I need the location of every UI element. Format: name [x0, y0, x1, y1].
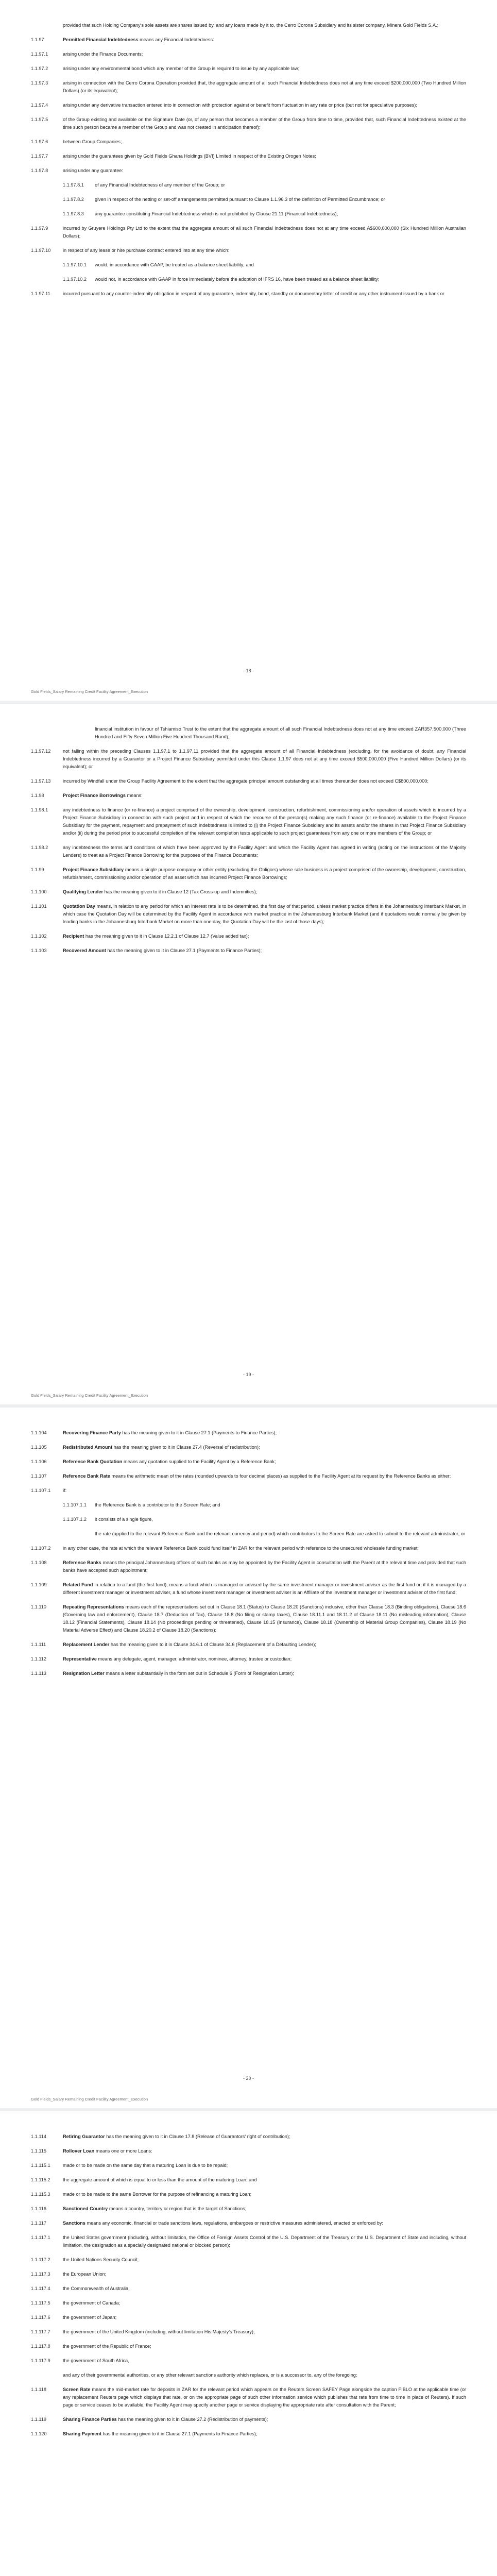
- clause-number: 1.1.99: [31, 867, 44, 872]
- clause-number: 1.1.117: [31, 2221, 46, 2226]
- clause-text: not falling within the preceding Clauses 1.1.97.1 to 1.1.97.11 provided that the aggregate amount of all Financial Indebtedness (excluding, for the avoidance of doubt, any Financial Indebtedness incurred by a Guarantor or a Project Finance Subsidiary permitted under this Clause 1.1.97 does not at any time exceed $500,000,000 (Five Hundred Million Dollars) (or its equivalent); or: [63, 749, 466, 769]
- clause-number: 1.1.102: [31, 934, 47, 939]
- clause-body: [63, 1581, 466, 1597]
- clause-row: [31, 2343, 466, 2350]
- clause-body: [95, 276, 466, 283]
- clause-number: 1.1.97.13: [31, 778, 51, 784]
- clause-number: 1.1.117.8: [31, 2344, 50, 2349]
- clause-number: 1.1.115.2: [31, 2177, 50, 2182]
- clause-row: [31, 167, 466, 175]
- clause-row: [31, 2133, 466, 2141]
- clause-body: [63, 2162, 466, 2170]
- clause-body: [63, 1559, 466, 1574]
- defined-term: Project Finance Subsidiary: [63, 867, 124, 872]
- clause-text: incurred by Gruyere Holdings Pty Ltd to the extent that the aggregate amount of all such Financial Indebtedness does not at any time exceed A$600,000,000 (Six Hundred Million Australian Dollars);: [63, 226, 466, 239]
- clause-row: [31, 210, 466, 218]
- clause-body: [63, 2176, 466, 2184]
- defined-term: Quotation Day: [63, 904, 95, 909]
- clause-number: 1.1.107.1.2: [63, 1517, 87, 1522]
- clause-body: [63, 1458, 466, 1466]
- clause-text: in any other case, the rate at which the relevant Reference Bank could fund itself in ZAR for the relevant period with reference to the unsecured wholesale funding market;: [63, 1546, 419, 1551]
- clause-number: 1.1.117.7: [31, 2329, 50, 2334]
- clause-body: [63, 79, 466, 95]
- clause-text: arising under any environmental bond which any member of the Group is required to issue by any applicable law;: [63, 66, 300, 71]
- clause-number: 1.1.101: [31, 904, 47, 909]
- clause-text: the government of Canada;: [63, 2300, 121, 2306]
- clause-row: [31, 2386, 466, 2409]
- clause-text: means a single purpose company or other entity (excluding the Obligors) whose sole business is a project comprised of the ownership, development, construction, refurbishment, commissioning and/or operation of an asset which has incurred Project Finance Borrowings;: [63, 867, 467, 880]
- clause-number: 1.1.106: [31, 1459, 47, 1464]
- clause-text: has the meaning given to it in Clause 27.1 (Payments to Finance Parties);: [101, 2431, 258, 2436]
- clause-body: [95, 181, 466, 189]
- clause-text: has the meaning given to it in Clause 12.2.1 of Clause 12.7 (Value added tax);: [84, 934, 249, 939]
- clause-text: made or to be made to the same Borrower for the purpose of refinancing a maturing Loan;: [63, 2192, 252, 2197]
- clause-row: [31, 933, 466, 940]
- defined-term: Resignation Letter: [63, 1671, 105, 1676]
- clause-row: [31, 2416, 466, 2424]
- clause-text: means a country, territory or region that is the target of Sanctions;: [108, 2206, 247, 2211]
- clause-number: 1.1.104: [31, 1430, 47, 1435]
- clause-text: any guarantee constituting Financial Indebtedness which is not prohibited by Clause 21.11 (Financial Indebtedness);: [95, 211, 338, 216]
- clause-body: [63, 152, 466, 160]
- clause-number: 1.1.97.3: [31, 80, 48, 86]
- clause-body: [63, 2234, 466, 2249]
- clause-row: [31, 50, 466, 58]
- clause-body: [63, 947, 466, 955]
- clause-number: 1.1.97.1: [31, 52, 48, 57]
- clause-text: the United Nations Security Council;: [63, 2257, 139, 2262]
- clause-text: has the meaning given to it in Clause 34.6.1 of Clause 34.6 (Replacement of a Defaulting Lender);: [109, 1642, 316, 1647]
- clause-text: of any Financial Indebtedness of any member of the Group; or: [95, 182, 225, 188]
- page-footer: Gold Fields_Salary Remaining Credit Facility Agreement_Execution: [31, 689, 148, 694]
- clause-row: [31, 2270, 466, 2278]
- clause-text: means the principal Johannesburg offices of such banks as may be appointed by the Facility Agent in consultation with the Parent at the relevant time and provided that such banks have accepted such appointment;: [63, 1560, 466, 1573]
- document-page: [0, 704, 497, 1404]
- clause-text: has the meaning given to it in Clause 27.1 (Payments to Finance Parties);: [121, 1430, 277, 1435]
- clause-text: has the meaning given to it in Clause 12 (Tax Gross-up and Indemnities);: [103, 889, 258, 894]
- clause-row: [31, 1501, 466, 1509]
- clause-number: 1.1.107.2: [31, 1546, 51, 1551]
- clause-body: [63, 1545, 466, 1552]
- defined-term: Recipient: [63, 934, 84, 939]
- defined-term: Sanctioned Country: [63, 2206, 108, 2211]
- clause-number: 1.1.120: [31, 2431, 47, 2436]
- clause-number: 1.1.111: [31, 1642, 46, 1647]
- clause-row: [31, 806, 466, 837]
- page-number: - 20 -: [243, 2076, 254, 2081]
- clause-number: 1.1.107.1.1: [63, 1502, 87, 1507]
- clause-body: [95, 261, 466, 269]
- clause-text: has the meaning given to it in Clause 27.1 (Payments to Finance Parties);: [106, 948, 262, 953]
- clause-body: [63, 225, 466, 240]
- clause-text: the government of Japan;: [63, 2315, 117, 2320]
- clause-body: [63, 138, 466, 146]
- clause-body: [63, 2299, 466, 2307]
- clause-body: [63, 116, 466, 131]
- clause-number: 1.1.115: [31, 2148, 46, 2154]
- clause-number: 1.1.114: [31, 2134, 46, 2139]
- clause-row: [31, 947, 466, 955]
- clause-row: [31, 276, 466, 283]
- clause-row: [31, 1516, 466, 1523]
- clause-body: [63, 290, 466, 298]
- clause-row: [31, 2191, 466, 2198]
- clause-body: [63, 2430, 466, 2438]
- clause-number: 1.1.110: [31, 1604, 46, 1609]
- clause-text: the government of the Republic of France;: [63, 2344, 151, 2349]
- clause-number: 1.1.97.4: [31, 103, 48, 108]
- clause-row: [31, 2256, 466, 2264]
- clause-row: [31, 138, 466, 146]
- clause-body: [63, 777, 466, 785]
- clause-row: [31, 1429, 466, 1437]
- clause-text: means the mid-market rate for deposits in ZAR for the relevant period which appears on the Reuters Screen SAFEY Page alongside the caption FIBLO at the applicable time (or any replacement Reuters page which displays that rate, or on the appropriate page of such other information service which publishes that rate from time to time in place of Reuters). If such page or service ceases to be available, the Facility Agent may specify another page or service displaying the appropriate rate after consultation with the Parent;: [63, 2387, 466, 2408]
- clause-text: means:: [126, 793, 143, 798]
- clause-body: [63, 1655, 466, 1663]
- clause-body: [63, 1641, 466, 1649]
- clause-body: [63, 101, 466, 109]
- clause-number: 1.1.117.9: [31, 2358, 50, 2363]
- clause-text: the government of South Africa,: [63, 2358, 129, 2363]
- clause-body: [63, 888, 466, 896]
- clause-paragraph: the rate (applied to the relevant Reference Bank and the relevant currency and period) which contributors to the Screen Rate are asked to submit to the relevant administrator; or: [95, 1531, 466, 1536]
- clause-number: 1.1.97.10.2: [63, 277, 87, 282]
- clause-body: [63, 2386, 466, 2409]
- clause-number: 1.1.97.6: [31, 139, 48, 144]
- clause-text: if:: [63, 1488, 67, 1493]
- clause-body: [63, 2191, 466, 2198]
- clause-text: has the meaning given to it in Clause 17.8 (Release of Guarantors' right of contribution);: [105, 2134, 290, 2139]
- defined-term: Reference Bank Quotation: [63, 1459, 123, 1464]
- clause-row: [31, 2147, 466, 2155]
- clause-number: 1.1.109: [31, 1582, 47, 1587]
- document-page: [0, 2111, 497, 2576]
- defined-term: Representative: [63, 1656, 97, 1662]
- defined-term: Recovering Finance Party: [63, 1430, 121, 1435]
- clause-text: arising under the guarantees given by Gold Fields Ghana Holdings (BVI) Limited in respect of the Existing Orogen Notes;: [63, 154, 316, 159]
- clause-number: 1.1.112: [31, 1656, 46, 1662]
- clause-row: [31, 748, 466, 771]
- clause-body: [63, 1603, 466, 1634]
- clause-number: 1.1.97.9: [31, 226, 48, 231]
- clause-body: [63, 2205, 466, 2213]
- clause-text: given in respect of the netting or set-off arrangements permitted pursuant to Clause 1.1.96.3 of the definition of Permitted Encumbrance; or: [95, 197, 385, 202]
- clause-number: 1.1.108: [31, 1560, 47, 1565]
- clause-row: [31, 36, 466, 44]
- clause-text: has the meaning given to it in Clause 27.2 (Redistribution of payments);: [116, 2417, 268, 2422]
- clause-row: [31, 2176, 466, 2184]
- clause-row: [31, 1603, 466, 1634]
- clause-number: 1.1.107: [31, 1473, 47, 1479]
- clause-number: 1.1.115.3: [31, 2192, 50, 2197]
- clause-body: [63, 247, 466, 255]
- clause-number: 1.1.107.1: [31, 1488, 51, 1493]
- clause-text: means a letter substantially in the form set out in Schedule 6 (Form of Resignation Letter);: [104, 1671, 294, 1676]
- clause-row: [31, 1458, 466, 1466]
- defined-term: Reference Banks: [63, 1560, 101, 1565]
- defined-term: Sanctions: [63, 2221, 85, 2226]
- clause-row: [31, 2357, 466, 2365]
- clause-paragraph: provided that such Holding Company's sole assets are shares issued by, and any loans made by it to, the Cerro Corona Subsidiary and its sister company, Minera Gold Fields S.A.;: [63, 23, 439, 28]
- clause-body: [63, 844, 466, 859]
- clause-body: [63, 2416, 466, 2424]
- clause-body: [63, 1487, 466, 1495]
- clause-text: means one or more Loans:: [94, 2148, 152, 2154]
- clause-number: 1.1.117.6: [31, 2315, 50, 2320]
- clause-number: 1.1.97.8.3: [63, 211, 84, 216]
- clause-text: incurred by Windfall under the Group Facility Agreement to the extent that the aggregate principal amount outstanding at all times thereunder does not exceed C$800,000,000;: [63, 778, 429, 784]
- clause-body: [63, 2147, 466, 2155]
- defined-term: Reference Bank Rate: [63, 1473, 110, 1479]
- clause-row: [31, 181, 466, 189]
- clause-body: [63, 36, 466, 44]
- clause-text: arising under the Finance Documents;: [63, 52, 143, 57]
- clause-number: 1.1.117.5: [31, 2300, 50, 2306]
- clause-text: any indebtedness the terms and conditions of which have been approved by the Facility Agent and which the Facility Agent has agreed in writing (acting on the instructions of the Majority Lenders) to treat as a Project Finance Borrowing for the purposes of the Finance Documents;: [63, 845, 466, 858]
- clause-row: [31, 2219, 466, 2227]
- clause-row: [31, 79, 466, 95]
- clause-row: [31, 65, 466, 73]
- clause-row: [31, 2299, 466, 2307]
- clause-number: 1.1.97.12: [31, 749, 51, 754]
- clause-number: 1.1.98: [31, 793, 44, 798]
- clause-text: arising under any guarantee:: [63, 168, 123, 173]
- clause-row: [31, 903, 466, 926]
- clause-number: 1.1.97.11: [31, 291, 50, 296]
- document-page: [0, 0, 497, 701]
- defined-term: Project Finance Borrowings: [63, 793, 126, 798]
- page-content: [0, 0, 497, 298]
- clause-text: would, in accordance with GAAP, be treated as a balance sheet liability; and: [95, 262, 254, 267]
- clause-row: [31, 1581, 466, 1597]
- clause-text: in relation to a fund (the first fund), means a fund which is managed or advised by the same investment manager or investment adviser as the first fund or, if it is managed by a different investment manager or investment adviser, a fund whose investment manager or investment adviser is an Affiliate of the investment manager or investment adviser of the first fund;: [63, 1582, 466, 1595]
- clause-body: [63, 2219, 466, 2227]
- clause-row: [31, 2430, 466, 2438]
- clause-body: [63, 1472, 466, 1480]
- defined-term: Qualifying Lender: [63, 889, 104, 894]
- clause-number: 1.1.97.7: [31, 154, 48, 159]
- clause-row: [31, 1559, 466, 1574]
- clause-row: [31, 2205, 466, 2213]
- clause-number: 1.1.117.1: [31, 2235, 50, 2240]
- clause-text: the European Union;: [63, 2272, 107, 2277]
- clause-body: [63, 1429, 466, 1437]
- clause-paragraph: financial institution in favour of Tshiamiso Trust to the extent that the aggregate amount of all such Financial Indebtedness does not at any time exceed ZAR357,500,000 (Three Hundred and Fifty Seven Million Five Hundred Thousand Rand);: [95, 726, 466, 739]
- clause-row: [31, 1655, 466, 1663]
- clause-body: [63, 167, 466, 175]
- clause-number: 1.1.97.10: [31, 248, 51, 253]
- clause-body: [63, 50, 466, 58]
- clause-body: [63, 933, 466, 940]
- clause-row: [31, 888, 466, 896]
- defined-term: Rollover Loan: [63, 2148, 95, 2154]
- page-content: [0, 1408, 497, 1677]
- clause-number: 1.1.97.2: [31, 66, 48, 71]
- clause-text: the government of the United Kingdom (including, without limitation His Majesty's Treasury);: [63, 2329, 255, 2334]
- clause-body: [63, 903, 466, 926]
- clause-row: [31, 777, 466, 785]
- clause-text: arising under any derivative transaction entered into in connection with protection against or benefit from fluctuation in any rate or price (but not for speculative purposes);: [63, 103, 417, 108]
- clause-text: means each of the representations set out in Clause 18.1 (Status) to Clause 18.20 (Sanctions) inclusive, other than Clause 18.3 (Binding obligations), Clause 18.6 (Governing law and enforcement), Clause 18.7 (Deduction of Tax), Clause 18.8 (No filing or stamp taxes), Clause 18.11.1 and 18.11.2 of Clause 18.11 (No misleading information), Clause 18.12 (Financial Statements), Clause 18.14 (No proceedings pending or threatened), Clause 18.15 (Insurance), Clause 18.18 (Ownership of Material Group Companies), Clause 18.19 (No Material Adverse Effect) and Clause 18.20.2 of Clause 18.20 (Sanctions);: [63, 1604, 467, 1633]
- clause-body: [63, 1670, 466, 1677]
- clause-number: 1.1.117.3: [31, 2272, 50, 2277]
- clause-text: has the meaning given to it in Clause 27.4 (Reversal of redistribution);: [112, 1445, 260, 1450]
- clause-number: 1.1.103: [31, 948, 47, 953]
- clause-body: [63, 866, 466, 882]
- clause-body: [63, 792, 466, 800]
- clause-text: means, in relation to any period for which an interest rate is to be determined, the first day of that period, unless market practice differs in the Johannesburg Interbank Market, in which case the Quotation Day will be determined by the Facility Agent in accordance with market practice in the Johannesburg Interbank Market (and if quotations would normally be given by leading banks in the Johannesburg Interbank Market on more than one day, the Quotation Day will be the last of those days);: [63, 904, 466, 924]
- page-content: [0, 704, 497, 955]
- clause-number: 1.1.115.1: [31, 2163, 50, 2168]
- defined-term: Sharing Payment: [63, 2431, 102, 2436]
- clause-body: [63, 2133, 466, 2141]
- clause-text: means the arithmetic mean of the rates (rounded upwards to four decimal places) as supplied to the Facility Agent at its request by the Reference Banks as either:: [110, 1473, 451, 1479]
- clause-number: 1.1.105: [31, 1445, 47, 1450]
- clause-number: 1.1.97.5: [31, 117, 48, 122]
- clause-body: [63, 2343, 466, 2350]
- clause-text: the Commonwealth of Australia;: [63, 2286, 130, 2291]
- clause-row: [31, 247, 466, 255]
- clause-row: [31, 2162, 466, 2170]
- clause-text: of the Group existing and available on the Signature Date (or, of any person that becomes a member of the Group from time to time, provided that, such Financial Indebtedness existed at the time such person became a member of the Group and was not created in anticipation thereof);: [63, 117, 466, 130]
- clause-text: would not, in accordance with GAAP in force immediately before the adoption of IFRS 16, have been treated as a balance sheet liability;: [95, 277, 380, 282]
- clause-paragraph: and any of their governmental authorities, or any other relevant sanctions authority which replaces, or is a successor to, any of the foregoing;: [63, 2372, 357, 2378]
- defined-term: Retiring Guarantor: [63, 2134, 105, 2139]
- clause-row: [31, 1487, 466, 1495]
- defined-term: Repeating Representations: [63, 1604, 125, 1609]
- clause-number: 1.1.98.2: [31, 845, 48, 850]
- clause-body: [95, 1501, 466, 1509]
- clause-row: [31, 1472, 466, 1480]
- clause-body: [63, 2314, 466, 2321]
- clause-number: 1.1.116: [31, 2206, 46, 2211]
- clause-row: [31, 866, 466, 882]
- defined-term: Related Fund: [63, 1582, 93, 1587]
- clause-row: [31, 2285, 466, 2293]
- clause-number: 1.1.100: [31, 889, 47, 894]
- page-number: - 19 -: [243, 1372, 254, 1377]
- clause-body: [63, 748, 466, 771]
- clause-text: it consists of a single figure,: [95, 1517, 153, 1522]
- defined-term: Redistributed Amount: [63, 1445, 113, 1450]
- clause-text: means any economic, financial or trade sanctions laws, regulations, embargoes or restrictive measures administered, enacted or enforced by:: [85, 2221, 383, 2226]
- clause-body: [63, 806, 466, 837]
- defined-term: Sharing Finance Parties: [63, 2417, 117, 2422]
- clause-body: [63, 65, 466, 73]
- clause-body: [63, 1444, 466, 1451]
- clause-text: the aggregate amount of which is equal to or less than the amount of the maturing Loan; and: [63, 2177, 257, 2182]
- clause-number: 1.1.97.10.1: [63, 262, 87, 267]
- clause-text: means any delegate, agent, manager, administrator, nominee, attorney, trustee or custodian;: [96, 1656, 292, 1662]
- clause-row: [31, 1545, 466, 1552]
- clause-text: means any quotation supplied to the Facility Agent by a Reference Bank;: [122, 1459, 276, 1464]
- page-footer: Gold Fields_Salary Remaining Credit Facility Agreement_Execution: [31, 1393, 148, 1398]
- clause-text: incurred pursuant to any counter-indemnity obligation in respect of any guarantee, indemnity, bond, standby or documentary letter of credit or any other instrument issued by a bank or: [63, 291, 444, 296]
- clause-number: 1.1.118: [31, 2387, 46, 2392]
- page-footer: Gold Fields_Salary Remaining Credit Facility Agreement_Execution: [31, 2097, 148, 2102]
- defined-term: Recovered Amount: [63, 948, 106, 953]
- clause-body: [95, 210, 466, 218]
- clause-number: 1.1.117.4: [31, 2286, 50, 2291]
- clause-text: between Group Companies;: [63, 139, 122, 144]
- page-number: - 18 -: [243, 668, 254, 673]
- clause-body: [63, 2328, 466, 2336]
- clause-row: [31, 101, 466, 109]
- clause-number: 1.1.97: [31, 37, 44, 42]
- clause-body: [63, 2357, 466, 2365]
- clause-body: [63, 2285, 466, 2293]
- clause-row: [31, 290, 466, 298]
- clause-number: 1.1.97.8.2: [63, 197, 84, 202]
- clause-row: [31, 2328, 466, 2336]
- clause-number: 1.1.97.8.1: [63, 182, 84, 188]
- clause-body: [95, 1516, 466, 1523]
- clause-body: [63, 2256, 466, 2264]
- clause-row: [31, 116, 466, 131]
- clause-number: 1.1.117.2: [31, 2257, 50, 2262]
- clause-text: any indebtedness to finance (or re-finance) a project comprised of the ownership, development, construction, refurbishment, commissioning and/or operation of assets which is incurred by a Project Finance Subsidiary in connection with such project and in respect of which the recourse of the person(s) making any such finance (or re-finance) available to the Project Finance Subsidiary for the payment, repayment and prepayment of such indebtedness is limited to (i) the Project Finance Subsidiary and its assets and/or the shares in that Project Finance Subsidiary and/or (ii) during the period prior to successful completion of the relevant completion tests applicable to such project guarantees from any one or more members of the Group; or: [63, 807, 466, 836]
- clause-text: made or to be made on the same day that a maturing Loan is due to be repaid;: [63, 2163, 228, 2168]
- clause-number: 1.1.119: [31, 2417, 46, 2422]
- clause-row: [31, 844, 466, 859]
- clause-text: the Reference Bank is a contributor to the Screen Rate; and: [95, 1502, 220, 1507]
- clause-row: [31, 196, 466, 204]
- clause-row: [31, 2234, 466, 2249]
- clause-row: [31, 792, 466, 800]
- page-content: [0, 2111, 497, 2438]
- clause-number: 1.1.113: [31, 1671, 46, 1676]
- clause-body: [95, 196, 466, 204]
- clause-row: [31, 261, 466, 269]
- clause-body: [63, 2270, 466, 2278]
- defined-term: Replacement Lender: [63, 1642, 110, 1647]
- clause-row: [31, 152, 466, 160]
- clause-row: [31, 225, 466, 240]
- clause-row: [31, 2314, 466, 2321]
- clause-number: 1.1.98.1: [31, 807, 48, 812]
- defined-term: Screen Rate: [63, 2387, 91, 2392]
- clause-text: means any Financial Indebtedness:: [138, 37, 214, 42]
- defined-term: Permitted Financial Indebtedness: [63, 37, 139, 42]
- clause-text: in respect of any lease or hire purchase contract entered into at any time which:: [63, 248, 230, 253]
- clause-row: [31, 1641, 466, 1649]
- clause-text: arising in connection with the Cerro Corona Operation provided that, the aggregate amount of all such Financial Indebtedness does not at any time exceed $200,000,000 (Two Hundred Million Dollars) (or its equivalent);: [63, 80, 466, 93]
- clause-number: 1.1.97.8: [31, 168, 48, 173]
- clause-row: [31, 1670, 466, 1677]
- document-page: [0, 1408, 497, 2108]
- clause-row: [31, 1444, 466, 1451]
- clause-text: the United States government (including, without limitation, the Office of Foreign Assets Control of the U.S. Department of the Treasury or the U.S. Department of State and including, without limitation, the designation as a specially designated national or blocked person);: [63, 2235, 466, 2248]
